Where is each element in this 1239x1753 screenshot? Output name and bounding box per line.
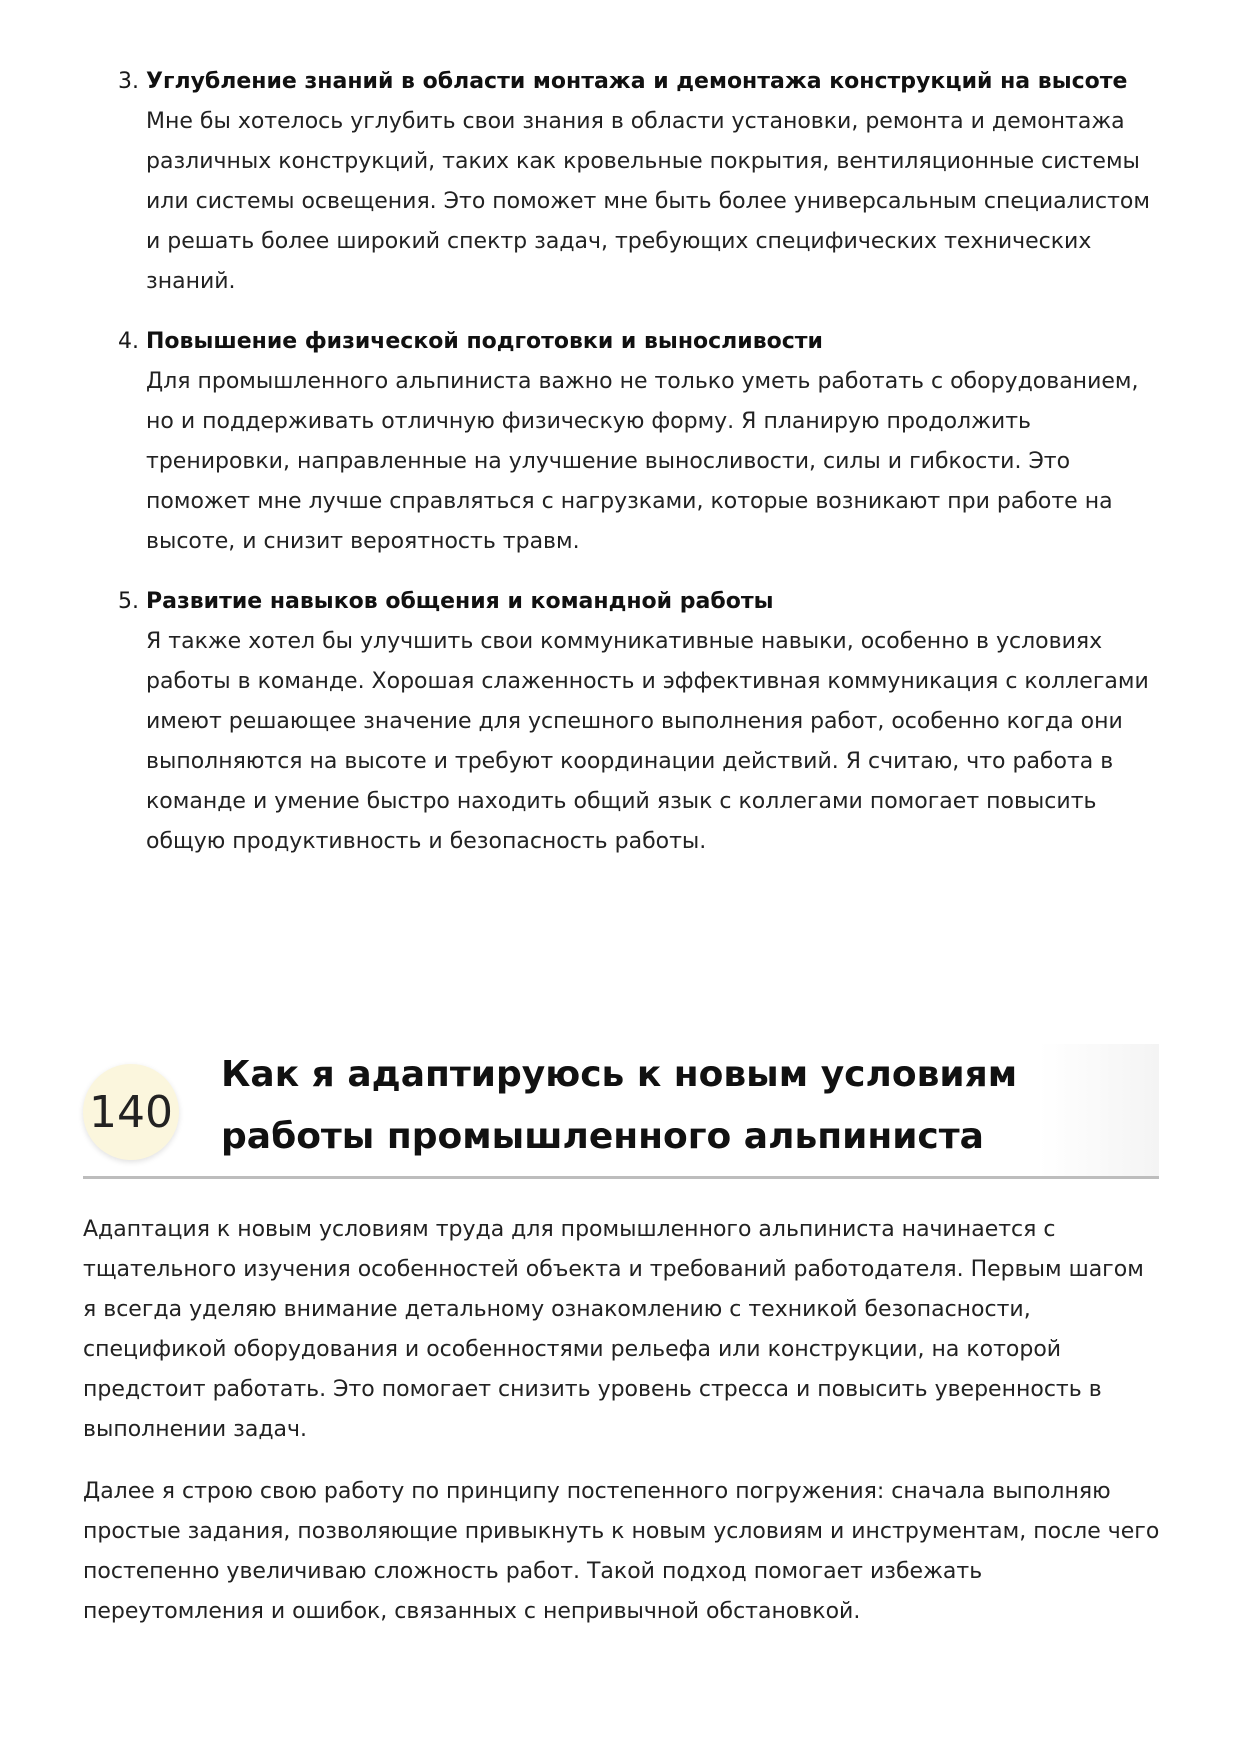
list-item [118, 582, 1158, 862]
list-item-number: 5. [118, 589, 139, 614]
section-body [83, 1210, 1163, 1654]
list-item-title: Развитие навыков общения и командной работы [146, 589, 774, 614]
section-title: Как я адаптируюсь к новым условиям работы промышленного альпиниста [221, 1054, 1018, 1157]
body-paragraph: Адаптация к новым условиям труда для промышленного альпиниста начинается с тщательного изучения особенностей объекта и требований работодателя. Первым шагом я всегда уделяю внимание детальному ознакомлению с техникой безопасности, спецификой оборудования и особенностями рельефа или конструкции, на которой предстоит работать. Это помогает снизить уровень стресса и повысить уверенность в выполнении задач. [83, 1217, 1144, 1442]
list-item [118, 322, 1158, 562]
list-item-title: Углубление знаний в области монтажа и демонтажа конструкций на высоте [146, 69, 1128, 94]
list-item-number: 4. [118, 329, 139, 354]
list-item-text: Для промышленного альпиниста важно не только уметь работать с оборудованием, но и поддерживать отличную физическую форму. Я планирую продолжить тренировки, направленные на улучшение выносливости, силы и гибкости. Это поможет мне лучше справляться с нагрузками, которые возникают при работе на высоте, и снизит вероятность травм. [146, 369, 1139, 554]
goals-list [118, 62, 1158, 882]
section-header-block [83, 1044, 1159, 1179]
list-item-text: Я также хотел бы улучшить свои коммуникативные навыки, особенно в условиях работы в команде. Хорошая слаженность и эффективная коммуникация с коллегами имеют решающее значение для успешного выполнения работ, особенно когда они выполняются на высоте и требуют координации действий. Я считаю, что работа в команде и умение быстро находить общий язык с коллегами помогает повысить общую продуктивность и безопасность работы. [146, 629, 1149, 854]
list-item-number: 3. [118, 69, 139, 94]
list-item-title: Повышение физической подготовки и выносливости [146, 329, 823, 354]
list-item-text: Мне бы хотелось углубить свои знания в области установки, ремонта и демонтажа различных конструкций, таких как кровельные покрытия, вентиляционные системы или системы освещения. Это поможет мне быть более универсальным специалистом и решать более широкий спектр задач, требующих специфических технических знаний. [146, 109, 1150, 294]
list-item [118, 62, 1158, 302]
section-header [83, 1044, 1159, 1179]
section-number-badge: 140 [83, 1064, 179, 1160]
body-paragraph: Далее я строю свою работу по принципу постепенного погружения: сначала выполняю простые задания, позволяющие привыкнуть к новым условиям и инструментам, после чего постепенно увеличиваю сложность работ. Такой подход помогает избежать переутомления и ошибок, связанных с непривычной обстановкой. [83, 1479, 1160, 1624]
